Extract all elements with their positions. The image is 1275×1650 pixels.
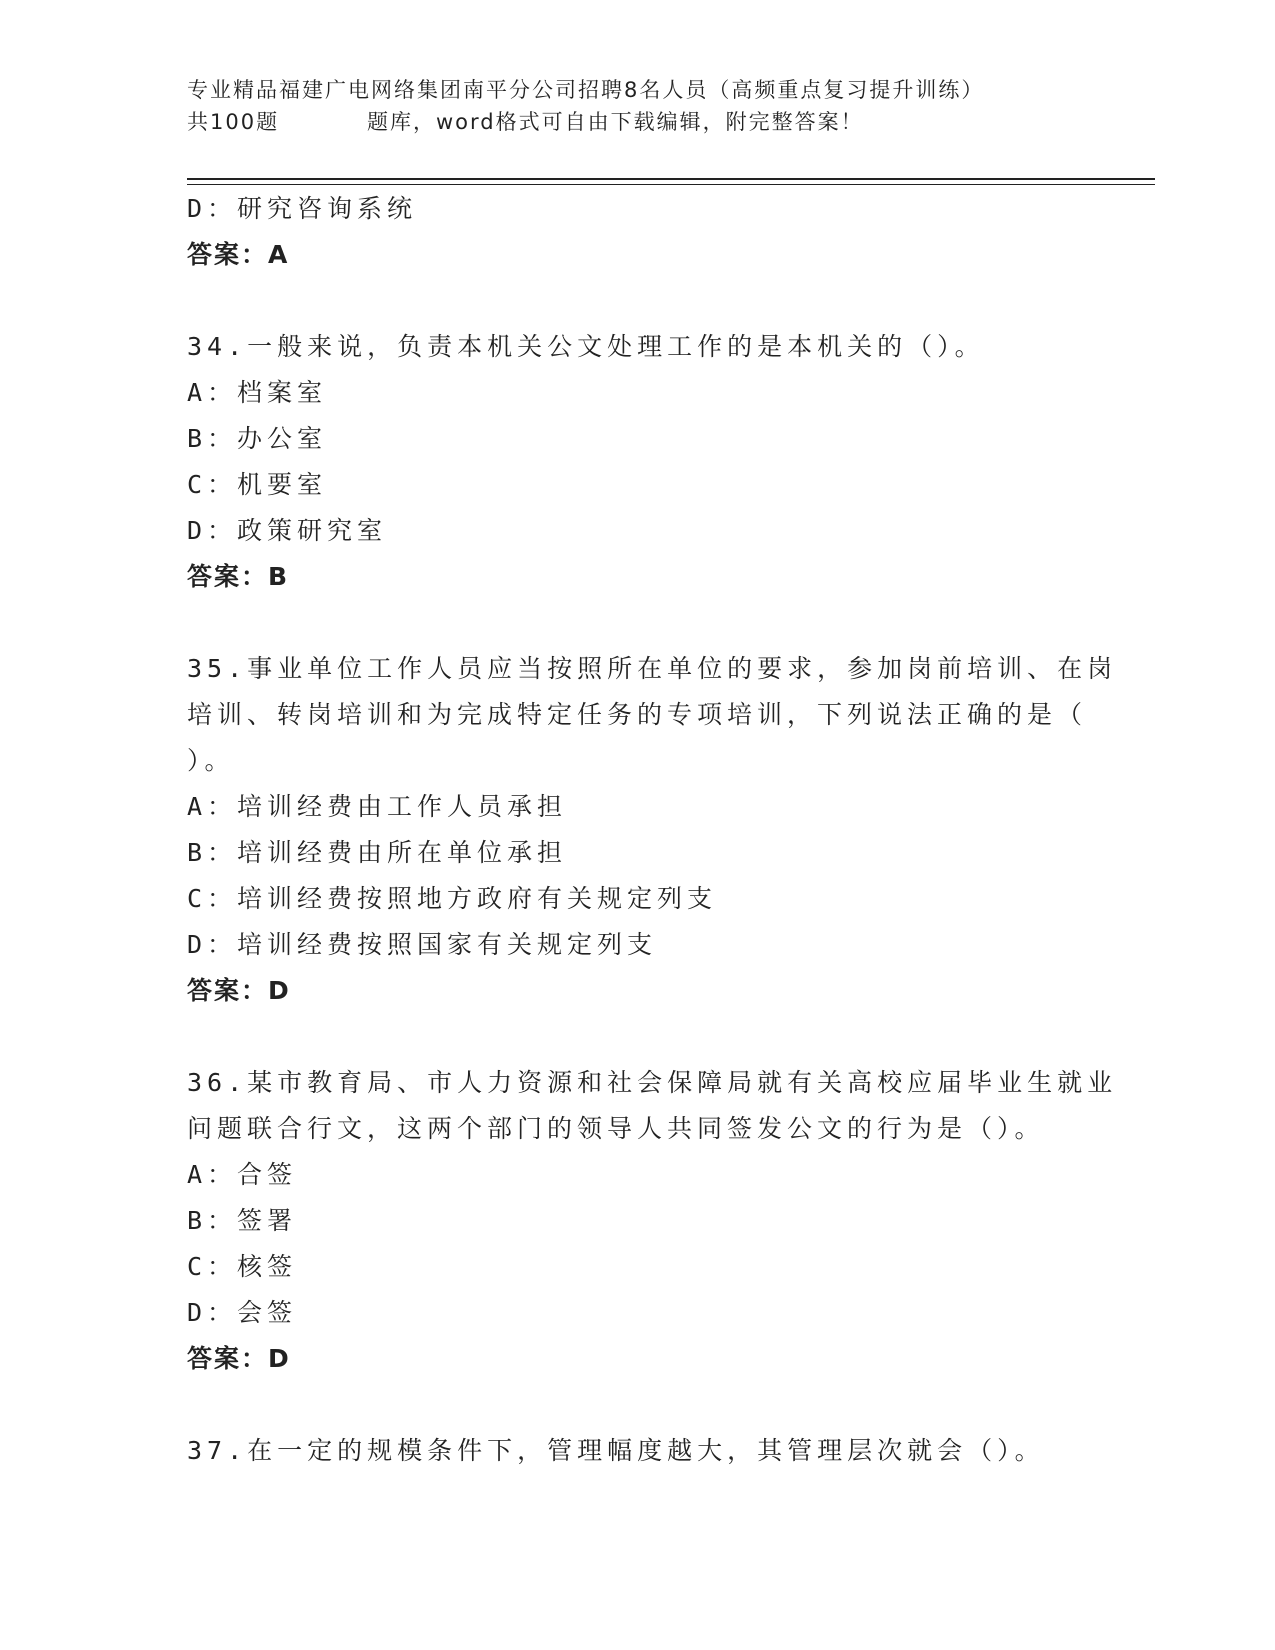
spacer (187, 600, 1087, 646)
header-title-line2: 题库，word格式可自由下载编辑，附完整答案！ (367, 110, 864, 134)
question-36-option-d: D：会签 (187, 1298, 298, 1327)
question-34-option-c: C：机要室 (187, 470, 328, 499)
prev-option-d: D：研究咨询系统 (187, 194, 418, 223)
question-35-option-c: C：培训经费按照地方政府有关规定列支 (187, 884, 718, 913)
question-36 (187, 1060, 1118, 1382)
document-header (187, 74, 1147, 138)
question-36-option-a: A：合签 (187, 1160, 298, 1189)
spacer (187, 1382, 1087, 1428)
header-title-line1: 专业精品福建广电网络集团南平分公司招聘8名人员（高频重点复习提升训练） (187, 78, 985, 102)
question-36-text-line1: 36.某市教育局、市人力资源和社会保障局就有关高校应届毕业生就业 (187, 1068, 1118, 1097)
question-list (187, 186, 1118, 1474)
question-34 (187, 324, 1087, 600)
question-35-answer: 答案：D (187, 976, 291, 1005)
question-34-text: 34.一般来说，负责本机关公文处理工作的是本机关的（）。 (187, 332, 985, 361)
question-35-text-line3: ）。 (187, 746, 235, 775)
question-35-text-line1: 35.事业单位工作人员应当按照所在单位的要求，参加岗前培训、在岗 (187, 654, 1118, 683)
header-divider-thin (187, 184, 1155, 185)
header-title-line2-row (187, 106, 1147, 138)
question-35 (187, 646, 1118, 1014)
question-36-option-c: C：核签 (187, 1252, 298, 1281)
question-35-option-b: B：培训经费由所在单位承担 (187, 838, 568, 867)
spacer (187, 1014, 1087, 1060)
question-37 (187, 1428, 1087, 1474)
question-34-answer: 答案：B (187, 562, 290, 591)
spacer (187, 278, 1087, 324)
question-37-text: 37.在一定的规模条件下，管理幅度越大，其管理层次就会（）。 (187, 1436, 1045, 1465)
question-36-answer: 答案：D (187, 1344, 291, 1373)
question-35-option-a: A：培训经费由工作人员承担 (187, 792, 568, 821)
question-36-text-line2: 问题联合行文，这两个部门的领导人共同签发公文的行为是（）。 (187, 1114, 1045, 1143)
question-35-text-line2: 培训、转岗培训和为完成特定任务的专项培训，下列说法正确的是（ (187, 700, 1088, 729)
prev-answer: 答案：A (187, 240, 290, 269)
header-question-count: 共100题 (187, 110, 280, 134)
header-divider-thick (187, 178, 1155, 180)
question-35-option-d: D：培训经费按照国家有关规定列支 (187, 930, 658, 959)
question-34-option-a: A：档案室 (187, 378, 328, 407)
question-34-option-b: B：办公室 (187, 424, 328, 453)
question-36-option-b: B：签署 (187, 1206, 298, 1235)
question-34-option-d: D：政策研究室 (187, 516, 388, 545)
